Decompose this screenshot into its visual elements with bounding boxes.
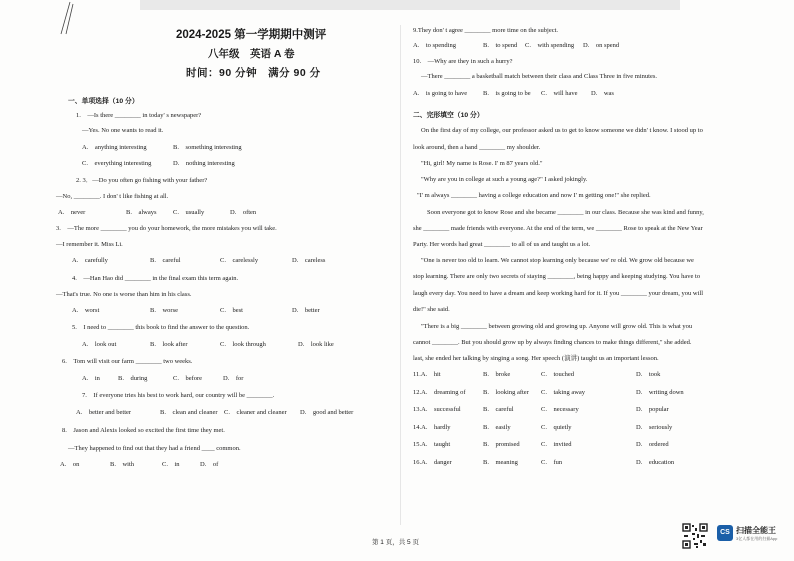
- cloze-option: 14.A. hardly: [413, 423, 451, 431]
- cloze-option: C. touched: [541, 371, 575, 378]
- cloze-option: B. looking after: [483, 388, 529, 396]
- option: D. on spend: [583, 42, 620, 49]
- passage-line: laugh every day. You need to have a dream and keep working hard for it. If you ________ your dream, you will: [413, 290, 704, 297]
- passage-line: last, she ended her talking by singing a song. Her speech (演讲) taught us an important lesson.: [413, 355, 659, 362]
- section-heading: 二、完形填空（10 分）: [413, 112, 484, 119]
- option: A. carefully: [72, 257, 108, 264]
- option: A. is going to have: [413, 90, 468, 97]
- option: C. cleaner and cleaner: [224, 409, 287, 416]
- option: C. in: [162, 461, 180, 468]
- option: A. in: [82, 375, 100, 382]
- passage-line: "I' m always ________ having a college education and now I' m getting one!" she replied.: [417, 192, 651, 199]
- question-10: 10. —Why are they in such a hurry?: [413, 58, 513, 65]
- option: C. before: [173, 375, 203, 382]
- option: D. for: [223, 375, 244, 382]
- option: D. of: [200, 461, 219, 468]
- cloze-option: 12.A. dreaming of: [413, 388, 466, 396]
- question-3-answer: —I remember it. Miss Li.: [56, 241, 123, 248]
- cloze-option: 16.A. danger: [413, 458, 452, 466]
- question-4: 4. —Han Hao did ________ in the final exam this term again.: [72, 275, 239, 282]
- qr-code-icon: [682, 523, 708, 549]
- option: D. better: [292, 307, 320, 314]
- option: B. something interesting: [173, 144, 242, 151]
- passage-line: "There is a big ________ between growing old and growing up. Anyone will grow old. This is what you: [421, 323, 693, 330]
- question-10-answer: —There ________ a basketball match between their class and Class Three in five minutes.: [421, 73, 657, 80]
- option: D. was: [591, 90, 614, 97]
- cloze-option: B. easily: [483, 423, 511, 431]
- option: C. will have: [541, 90, 578, 97]
- exam-subtitle: 八年级 英语 A 卷: [208, 48, 295, 60]
- option: A. to spending: [413, 42, 456, 49]
- passage-line: Party. Her words had great ________ to all of us and taught us a lot.: [413, 241, 591, 248]
- scanner-app-tagline: 3亿人都在用的扫描App: [736, 536, 778, 541]
- option: C. usually: [173, 209, 205, 216]
- question-3: 3. —The more ________ you do your homework, the more mistakes you will take.: [56, 225, 277, 232]
- option: B. to spend: [483, 42, 518, 49]
- passage-line: On the first day of my college, our professor asked us to get to know someone we didn' t know. I stood up to: [421, 127, 703, 134]
- option: D. careless: [292, 257, 326, 264]
- cloze-option: B. broke: [483, 371, 511, 378]
- exam-time: 时间：90 分钟 满分 90 分: [186, 67, 321, 79]
- option: A. worst: [72, 307, 100, 314]
- option: C. with spending: [525, 42, 575, 49]
- cloze-option: D. education: [636, 458, 675, 466]
- cloze-option: C. quietly: [541, 423, 572, 431]
- passage-line: Soon everyone got to know Rose and she became ________ in our class. Because she was kind and funny,: [427, 209, 704, 216]
- cloze-option: B. careful: [483, 406, 514, 413]
- question-1: 1. —Is there ________ in today' s newspaper?: [76, 112, 202, 119]
- cloze-option: D. took: [636, 371, 661, 378]
- cloze-option: 13.A. successful: [413, 406, 461, 413]
- passage-line: "Why are you in college at such a young age?" I asked jokingly.: [421, 176, 588, 183]
- passage-line: die!" she said.: [413, 306, 450, 313]
- cloze-option: D. popular: [636, 406, 669, 413]
- option: C. everything interesting: [82, 160, 152, 167]
- cloze-option: 15.A. taught: [413, 441, 451, 448]
- cloze-option: C. fun: [541, 458, 563, 466]
- cloze-option: B. meaning: [483, 458, 518, 466]
- section-heading: 一、单项选择（10 分）: [68, 98, 139, 105]
- cloze-option: D. seriously: [636, 423, 673, 431]
- option: A. anything interesting: [82, 144, 147, 151]
- passage-line: look around, then a hand ________ my shoulder.: [413, 144, 541, 151]
- question-9: 9.They don' t agree ________ more time on the subject.: [413, 27, 559, 34]
- option: B. with: [110, 461, 135, 468]
- option: A. better and better: [76, 409, 132, 416]
- question-4-answer: —That's true. No one is worse than him in his class.: [56, 291, 192, 298]
- cloze-option: C. taking away: [541, 388, 586, 396]
- passage-line: "One is never too old to learn. We cannot stop learning only because we' re old. We grow old because we: [421, 257, 694, 264]
- column-divider: [400, 25, 401, 525]
- option: D. often: [230, 209, 257, 216]
- option: B. during: [118, 375, 148, 382]
- exam-title: 2024-2025 第一学期期中测评: [176, 29, 327, 41]
- option: A. never: [58, 209, 86, 216]
- question-8: 8. Jason and Alexis looked so excited the first time they met.: [62, 427, 225, 434]
- passage-line: cannot ________. But you should grow up by always finding chances to make things different," she added.: [413, 339, 692, 346]
- scanner-app-name: 扫描全能王: [736, 526, 776, 535]
- scan-edge-strip: [140, 0, 680, 14]
- cloze-option: C. invited: [541, 441, 572, 448]
- question-2-answer: —No, ________. I don' t like fishing at all.: [56, 193, 169, 200]
- option: B. careful: [150, 257, 181, 264]
- option: A. on: [60, 461, 80, 468]
- cloze-option: 11.A. hit: [413, 371, 441, 378]
- cloze-option: D. ordered: [636, 441, 669, 448]
- pen-mark: [58, 0, 78, 36]
- option: B. is going to be: [483, 90, 531, 97]
- page-footer: 第 1 页，共 5 页: [372, 539, 419, 546]
- cloze-option: D. writing down: [636, 388, 684, 396]
- option: C. best: [220, 307, 243, 314]
- option: B. worse: [150, 307, 178, 314]
- question-1-answer: —Yes. No one wants to read it.: [82, 127, 164, 134]
- passage-line: "Hi, girl! My name is Rose. I' m 87 years old.": [421, 160, 543, 167]
- option: A. look out: [82, 341, 117, 348]
- option: B. clean and cleaner: [160, 409, 218, 416]
- option: B. always: [126, 209, 157, 216]
- cloze-option: C. necessary: [541, 406, 579, 413]
- option: C. carelessly: [220, 257, 259, 264]
- passage-line: stop learning. There are only two secrets of staying ________, being happy and keeping studying. You have to: [413, 273, 701, 280]
- option: D. good and better: [300, 409, 354, 416]
- option: D. nothing interesting: [173, 160, 235, 167]
- option: C. look through: [220, 341, 266, 348]
- question-8-answer: —They happened to find out that they had a friend ____ common.: [68, 445, 241, 452]
- option: B. look after: [150, 341, 188, 348]
- question-5: 5. I need to ________ this book to find the answer to the question.: [72, 324, 250, 331]
- question-7: 7. If everyone tries his best to work hard, our country will be ________.: [82, 392, 275, 399]
- question-2: 2. 3．—Do you often go fishing with your father?: [76, 177, 208, 184]
- question-6: 6. Tom will visit our farm ________ two weeks.: [62, 358, 193, 365]
- passage-line: she ________ made friends with everyone. At the end of the term, we ________ Rose to speak at the New Year: [413, 225, 703, 232]
- option: D. look like: [298, 341, 334, 348]
- cloze-option: B. promised: [483, 441, 520, 448]
- camscanner-logo: CS: [717, 525, 733, 541]
